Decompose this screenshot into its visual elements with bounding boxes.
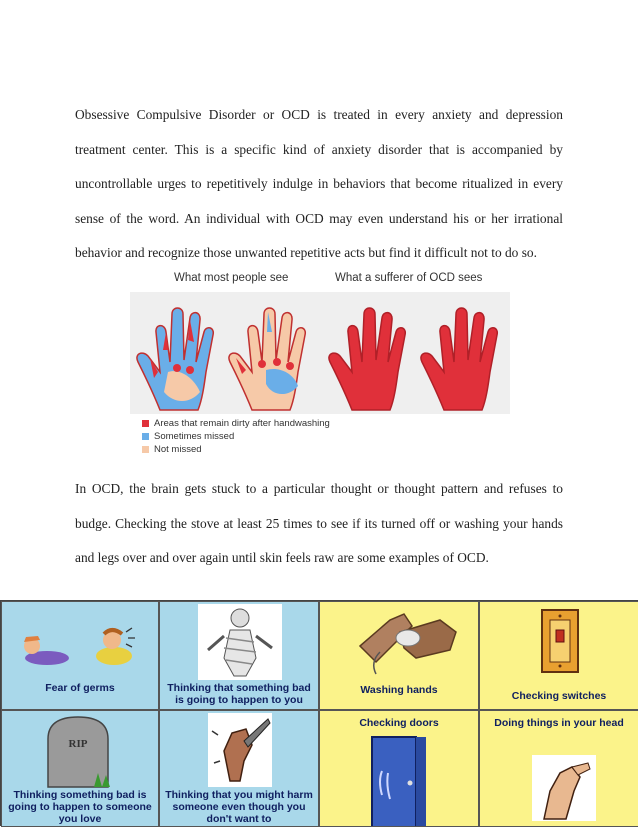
legend-item [142, 417, 330, 430]
cell-something-bad-you [159, 601, 319, 710]
cell-label: Thinking that you might harm someone even though you don't want to [165, 789, 313, 825]
cell-label: Checking switches [511, 690, 607, 702]
tombstone-icon [2, 711, 159, 789]
hand-washing-figure [130, 268, 510, 460]
cell-fear-of-germs [1, 601, 159, 710]
cell-label: Fear of germs [45, 682, 115, 694]
cell-label: Thinking something bad is going to happen to someone you love [8, 789, 152, 825]
hand-ocd-palm-icon [421, 308, 497, 410]
cell-label: Doing things in your head [494, 717, 624, 729]
ocd-symptoms-grid [0, 600, 638, 826]
cell-washing-hands [319, 601, 479, 710]
figure-legend [142, 417, 330, 456]
hand-to-head-icon [480, 711, 638, 827]
light-switch-icon [480, 602, 638, 682]
paragraph-ocd-intro: Obsessive Compulsive Disorder or OCD is treated in every anxiety and depression treatment center. This is a specific kind of anxiety disorder that is accompanied by uncontrollable urges to repetitively indulge in behaviors that become ritualized in every sense of the word. An individual with OCD may even understand his or her irrational behavior and recognize those unwanted repetitive acts but find it difficult not to do so. [75, 107, 563, 260]
cell-might-harm-someone [159, 710, 319, 827]
caption-ocd-sufferer: What a sufferer of OCD sees [335, 272, 483, 284]
legend-item [142, 430, 330, 443]
hands-illustration [130, 292, 510, 414]
hand-typical-back-icon [137, 308, 213, 410]
hand-typical-palm-icon [229, 308, 305, 410]
cell-label: Checking doors [359, 717, 439, 729]
legend-label: Sometimes missed [154, 431, 235, 442]
cell-something-bad-loved-one [1, 710, 159, 827]
paragraph-ocd-examples: In OCD, the brain gets stuck to a particular thought or thought pattern and refuses to budge. Checking the stove at least 25 times to see if its turned off or washing your hands and legs over and over again until skin feels raw are some examples of OCD. [75, 481, 563, 565]
caption-most-people: What most people see [174, 272, 289, 284]
cell-checking-switches [479, 601, 638, 710]
hand-with-knife-icon [160, 711, 319, 789]
legend-swatch [142, 446, 149, 453]
tombstone-text: RIP [68, 738, 88, 750]
hands-washing-icon [320, 602, 479, 682]
cell-label: Thinking that something bad is going to happen to you [167, 682, 311, 706]
legend-swatch [142, 433, 149, 440]
legend-label: Not missed [154, 444, 202, 455]
people-crawling-icon [2, 602, 159, 682]
mummy-figure-icon [160, 602, 319, 682]
cell-doing-things-in-head [479, 710, 638, 827]
legend-swatch [142, 420, 149, 427]
cell-checking-doors [319, 710, 479, 827]
cell-label: Washing hands [360, 684, 438, 696]
legend-label: Areas that remain dirty after handwashing [154, 418, 330, 429]
legend-item [142, 443, 330, 456]
door-icon [320, 711, 479, 827]
hand-ocd-back-icon [329, 308, 405, 410]
